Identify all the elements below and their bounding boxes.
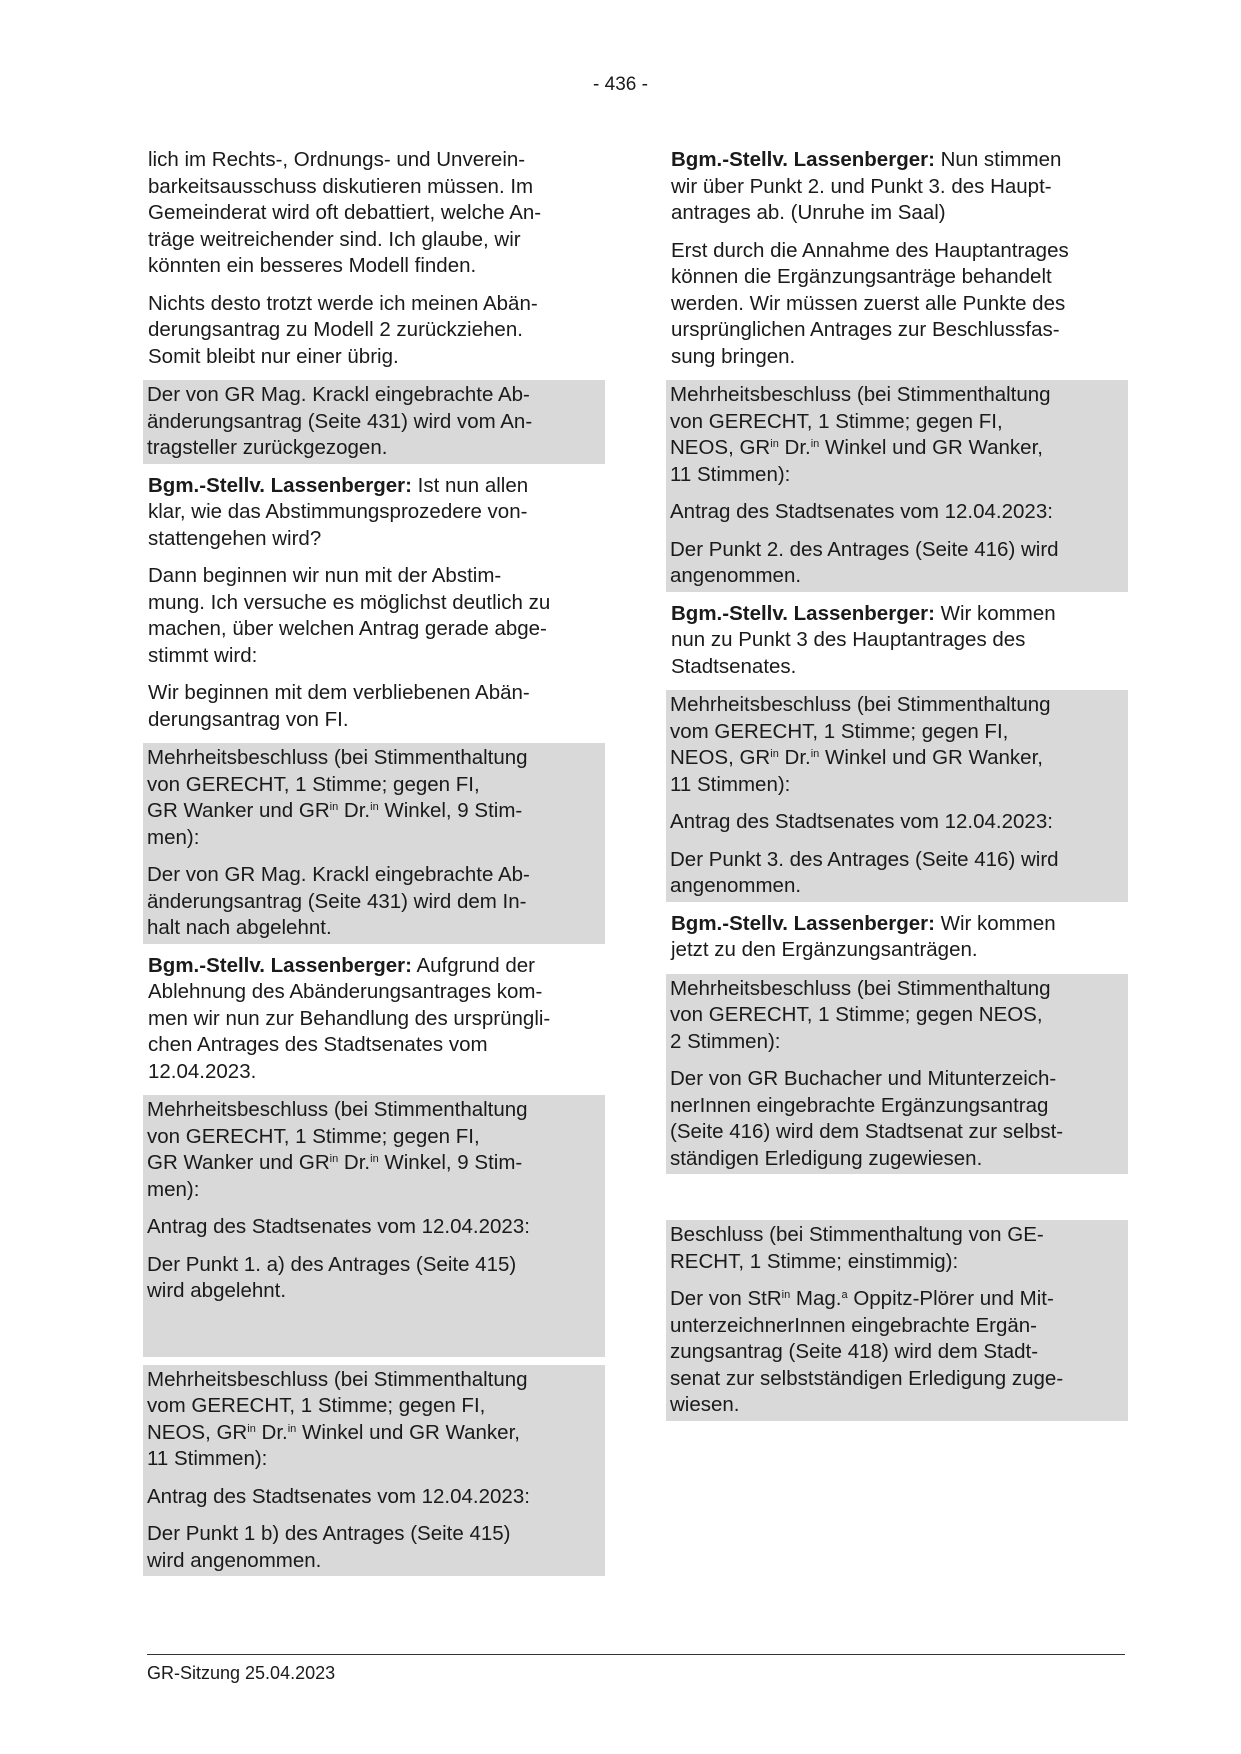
left-column bbox=[147, 147, 603, 1585]
speaker-paragraph: Bgm.-Stellv. Lassenberger: Ist nun allen klar, wie das Abstimmungsprozedere von- stattengehen wird? bbox=[148, 473, 529, 550]
vote-result: Mehrheitsbeschluss (bei Stimmenthaltung von GERECHT, 1 Stimme; gegen FI, GR Wanker und $GR^{in}$ Dr.$^{in}$ Winkel, 9 Stim- men): bbox=[147, 746, 528, 849]
footer-text: GR-Sitzung 25.04.2023 bbox=[147, 1663, 336, 1683]
paragraph: Erst durch die Annahme des Hauptantrages können die Ergänzungsanträge behandelt werden. Wir müssen zuerst alle Punkte des ursprünglichen Antrages zur Beschlussfas- sung bringen. bbox=[671, 238, 1069, 368]
speaker-name: Bgm.-Stellv. Lassenberger: bbox=[671, 601, 935, 625]
resolution-box bbox=[143, 1365, 605, 1577]
resolution-text: Der von GR Buchacher und Mitunterzeich- nerInnen eingebrachte Ergänzungsantrag (Seite 416) wird dem Stadtsenat zur selbst- ständigen Erledigung zugewiesen. bbox=[670, 1067, 1064, 1170]
resolution-text: Der von StR$^{in}$ Mag.$^a$ Oppitz-Plörer und Mit- unterzeichnerInnen eingebrachte Ergän- zungsantrag (Seite 418) wird dem Stadt- senat zur selbstständigen Erledigung zuge- wiesen. bbox=[670, 1287, 1064, 1416]
speaker-name: Bgm.-Stellv. Lassenberger: bbox=[148, 473, 412, 497]
speaker-name: Bgm.-Stellv. Lassenberger: bbox=[148, 953, 412, 977]
speaker-paragraph: Bgm.-Stellv. Lassenberger: Aufgrund der Ablehnung des Abänderungsantrages kom- men wir nun zur Behandlung des ursprüngli- chen Antrages des Stadtsenates vom 12.04.2023. bbox=[148, 953, 551, 1083]
resolution-text: Der von GR Mag. Krackl eingebrachte Ab- änderungsantrag (Seite 431) wird vom An- tragsteller zurückgezogen. bbox=[147, 383, 533, 459]
resolution-box bbox=[143, 1095, 605, 1357]
footer-rule bbox=[147, 1654, 1125, 1655]
resolution-text: Der Punkt 1 b) des Antrages (Seite 415) wird angenommen. bbox=[147, 1522, 511, 1572]
resolution-box bbox=[666, 690, 1128, 902]
vote-result: Mehrheitsbeschluss (bei Stimmenthaltung von GERECHT, 1 Stimme; gegen NEOS, 2 Stimmen): bbox=[670, 976, 1051, 1053]
page-number: - 436 - bbox=[593, 74, 648, 95]
right-column bbox=[670, 147, 1126, 1430]
vote-result: Mehrheitsbeschluss (bei Stimmenthaltung von GERECHT, 1 Stimme; gegen FI, NEOS, $GR^{in}$ Dr.$^{in}$ Winkel und GR Wanker, 11 Stimmen): bbox=[670, 383, 1051, 486]
resolution-box bbox=[143, 380, 605, 464]
motion-reference: Antrag des Stadtsenates vom 12.04.2023: bbox=[147, 1215, 530, 1238]
speaker-paragraph: Bgm.-Stellv. Lassenberger: Wir kommen jetzt zu den Ergänzungsanträgen. bbox=[671, 911, 1056, 961]
resolution-text: Der Punkt 1. a) des Antrages (Seite 415) wird abgelehnt. bbox=[147, 1252, 517, 1302]
speaker-name: Bgm.-Stellv. Lassenberger: bbox=[671, 148, 935, 171]
motion-reference: Antrag des Stadtsenates vom 12.04.2023: bbox=[670, 500, 1053, 523]
resolution-box bbox=[143, 743, 605, 944]
resolution-box bbox=[666, 1220, 1128, 1421]
resolution-box bbox=[666, 380, 1128, 592]
speaker-paragraph: Bgm.-Stellv. Lassenberger: Wir kommen nun zu Punkt 3 des Hauptantrages des Stadtsenates. bbox=[671, 601, 1056, 678]
vote-result: Beschluss (bei Stimmenthaltung von GE- RECHT, 1 Stimme; einstimmig): bbox=[670, 1223, 1044, 1273]
vote-result: Mehrheitsbeschluss (bei Stimmenthaltung vom GERECHT, 1 Stimme; gegen FI, NEOS, $GR^{in}$ Dr.$^{in}$ Winkel und GR Wanker, 11 Stimmen): bbox=[147, 1367, 528, 1470]
paragraph: Dann beginnen wir nun mit der Abstim- mung. Ich versuche es möglichst deutlich zu machen, über welchen Antrag gerade abge- stimmt wird: bbox=[148, 564, 551, 667]
paragraph: Wir beginnen mit dem verbliebenen Abän- derungsantrag von FI. bbox=[148, 681, 530, 731]
resolution-text: Der von GR Mag. Krackl eingebrachte Ab- änderungsantrag (Seite 431) wird dem In- halt nach abgelehnt. bbox=[147, 863, 530, 939]
resolution-box bbox=[666, 974, 1128, 1175]
motion-reference: Antrag des Stadtsenates vom 12.04.2023: bbox=[670, 810, 1053, 833]
vote-result: Mehrheitsbeschluss (bei Stimmenthaltung vom GERECHT, 1 Stimme; gegen FI, NEOS, $GR^{in}$ Dr.$^{in}$ Winkel und GR Wanker, 11 Stimmen): bbox=[670, 693, 1051, 796]
resolution-text: Der Punkt 2. des Antrages (Seite 416) wird angenommen. bbox=[670, 537, 1059, 587]
speaker-name: Bgm.-Stellv. Lassenberger: bbox=[671, 911, 935, 935]
speaker-paragraph: Bgm.-Stellv. Lassenberger: Nun stimmen wir über Punkt 2. und Punkt 3. des Haupt- antrages ab. (Unruhe im Saal) bbox=[671, 148, 1062, 224]
motion-reference: Antrag des Stadtsenates vom 12.04.2023: bbox=[147, 1484, 530, 1508]
paragraph: Nichts desto trotzt werde ich meinen Abän- derungsantrag zu Modell 2 zurückziehen. Somit bleibt nur einer übrig. bbox=[148, 291, 538, 368]
resolution-text: Der Punkt 3. des Antrages (Seite 416) wird angenommen. bbox=[670, 847, 1059, 897]
vote-result: Mehrheitsbeschluss (bei Stimmenthaltung von GERECHT, 1 Stimme; gegen FI, GR Wanker und $GR^{in}$ Dr.$^{in}$ Winkel, 9 Stim- men): bbox=[147, 1098, 528, 1201]
paragraph: lich im Rechts-, Ordnungs- und Unverein- barkeitsausschuss diskutieren müssen. Im Gemeinderat wird oft debattiert, welche An- träge weitreichender sind. Ich glaube, wir könnten ein besseres Modell finden. bbox=[148, 148, 542, 277]
